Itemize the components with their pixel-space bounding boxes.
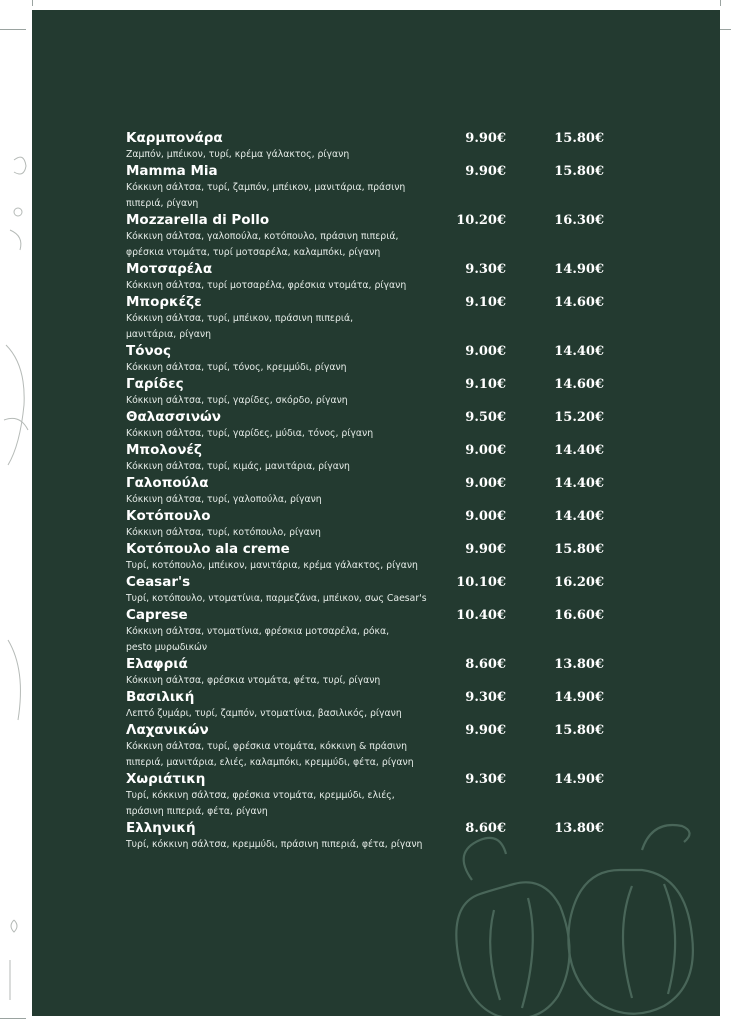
price-small: 10.40€ bbox=[456, 608, 506, 623]
menu-item-name: Γαλοπούλα bbox=[126, 475, 209, 491]
price-large: 14.90€ bbox=[554, 772, 604, 787]
menu-item-description: Κόκκινη σάλτσα, γαλοπούλα, κοτόπουλο, πράσινη πιπεριά, φρέσκια ντομάτα, τυρί μοτσαρέλα, καλαμπόκι, ρίγανη bbox=[126, 231, 399, 258]
price-small: 9.10€ bbox=[465, 377, 506, 392]
price-large: 16.60€ bbox=[554, 608, 604, 623]
menu-item bbox=[126, 294, 646, 343]
menu-item bbox=[126, 820, 646, 853]
price-large: 14.60€ bbox=[554, 295, 604, 310]
menu-item bbox=[126, 722, 646, 771]
price-large: 15.80€ bbox=[554, 131, 604, 146]
menu-item bbox=[126, 409, 646, 442]
price-large: 15.20€ bbox=[554, 410, 604, 425]
menu-item-name: Κοτόπουλο bbox=[126, 508, 211, 524]
menu-item-name: Mozzarella di Pollo bbox=[126, 212, 270, 228]
menu-item-description: Κόκκινη σάλτσα, ντοματίνια, φρέσκια μοτσαρέλα, ρόκα, pesto μυρωδικών bbox=[126, 626, 390, 653]
price-small: 9.90€ bbox=[465, 164, 506, 179]
price-large: 15.80€ bbox=[554, 164, 604, 179]
menu-item-name: Χωριάτικη bbox=[126, 771, 206, 787]
price-large: 15.80€ bbox=[554, 723, 604, 738]
menu-item-description: Κόκκινη σάλτσα, τυρί, γαλοπούλα, ρίγανη bbox=[126, 494, 322, 505]
menu-item-name: Mamma Mia bbox=[126, 163, 218, 179]
price-large: 16.30€ bbox=[554, 213, 604, 228]
menu-item bbox=[126, 541, 646, 574]
menu-item-name: Ceasar's bbox=[126, 574, 191, 590]
menu-item bbox=[126, 656, 646, 689]
price-large: 14.40€ bbox=[554, 509, 604, 524]
menu-item-name: Βασιλική bbox=[126, 689, 195, 705]
price-small: 9.30€ bbox=[465, 690, 506, 705]
price-small: 9.50€ bbox=[465, 410, 506, 425]
menu-item-description: Κόκκινη σάλτσα, τυρί, κοτόπουλο, ρίγανη bbox=[126, 527, 321, 538]
price-small: 10.20€ bbox=[456, 213, 506, 228]
menu-item bbox=[126, 163, 646, 212]
menu-item-description: Κόκκινη σάλτσα, φρέσκια ντομάτα, φέτα, τυρί, ρίγανη bbox=[126, 675, 381, 686]
menu-item bbox=[126, 376, 646, 409]
price-small: 9.00€ bbox=[465, 344, 506, 359]
price-large: 14.40€ bbox=[554, 443, 604, 458]
price-large: 14.40€ bbox=[554, 344, 604, 359]
menu-item-name: Καρμπονάρα bbox=[126, 130, 223, 146]
menu-item-name: Θαλασσινών bbox=[126, 409, 221, 425]
price-large: 13.80€ bbox=[554, 657, 604, 672]
menu-item bbox=[126, 508, 646, 541]
menu-item bbox=[126, 130, 646, 163]
menu-item bbox=[126, 607, 646, 656]
menu-item-description: Κόκκινη σάλτσα, τυρί, γαρίδες, σκόρδο, ρίγανη bbox=[126, 395, 348, 406]
price-small: 9.00€ bbox=[465, 476, 506, 491]
menu-item-name: Ελαφριά bbox=[126, 656, 188, 672]
menu-item-name: Μπορκέζε bbox=[126, 294, 202, 310]
menu-item bbox=[126, 771, 646, 820]
price-large: 16.20€ bbox=[554, 575, 604, 590]
menu-item-description: Ζαμπόν, μπέικον, τυρί, κρέμα γάλακτος, ρίγανη bbox=[126, 149, 350, 160]
menu-item-name: Ελληνική bbox=[126, 820, 196, 836]
price-large: 14.60€ bbox=[554, 377, 604, 392]
menu-item bbox=[126, 442, 646, 475]
menu-item-name: Λαχανικών bbox=[126, 722, 209, 738]
menu-item-description: Κόκκινη σάλτσα, τυρί, τόνος, κρεμμύδι, ρίγανη bbox=[126, 362, 347, 373]
price-small: 9.90€ bbox=[465, 131, 506, 146]
price-small: 9.90€ bbox=[465, 723, 506, 738]
menu-item-description: Κόκκινη σάλτσα, τυρί, μπέικον, πράσινη πιπεριά, μανιτάρια, ρίγανη bbox=[126, 313, 354, 340]
price-large: 14.40€ bbox=[554, 476, 604, 491]
price-small: 9.30€ bbox=[465, 772, 506, 787]
price-large: 15.80€ bbox=[554, 542, 604, 557]
menu-item-name: Γαρίδες bbox=[126, 376, 184, 392]
menu-item-name: Μοτσαρέλα bbox=[126, 261, 213, 277]
price-small: 8.60€ bbox=[465, 657, 506, 672]
menu-item-name: Μπολονέζ bbox=[126, 442, 202, 458]
menu-item-description: Κόκκινη σάλτσα, τυρί, γαρίδες, μύδια, τόνος, ρίγανη bbox=[126, 428, 374, 439]
menu-item bbox=[126, 212, 646, 261]
price-large: 14.90€ bbox=[554, 262, 604, 277]
price-small: 9.30€ bbox=[465, 262, 506, 277]
menu-item-name: Κοτόπουλο ala creme bbox=[126, 541, 290, 557]
price-small: 8.60€ bbox=[465, 821, 506, 836]
menu-item bbox=[126, 574, 646, 607]
menu-item-description: Κόκκινη σάλτσα, τυρί, ζαμπόν, μπέικον, μανιτάρια, πράσινη πιπεριά, ρίγανη bbox=[126, 182, 406, 209]
menu-item-description: Κόκκινη σάλτσα, τυρί, κιμάς, μανιτάρια, ρίγανη bbox=[126, 461, 350, 472]
menu-item bbox=[126, 261, 646, 294]
pizza-menu-list bbox=[126, 130, 646, 853]
menu-item-description: Τυρί, κοτόπουλο, ντοματίνια, παρμεζάνα, μπέικον, σως Caesar's bbox=[126, 593, 427, 604]
menu-item-name: Τόνος bbox=[126, 343, 171, 359]
price-large: 13.80€ bbox=[554, 821, 604, 836]
menu-item-description: Λεπτό ζυμάρι, τυρί, ζαμπόν, ντοματίνια, βασιλικός, ρίγανη bbox=[126, 708, 402, 719]
menu-item bbox=[126, 343, 646, 376]
menu-item-name: Caprese bbox=[126, 607, 188, 623]
menu-item-description: Τυρί, κοτόπουλο, μπέικον, μανιτάρια, κρέμα γάλακτος, ρίγανη bbox=[126, 560, 418, 571]
menu-item-description: Τυρί, κόκκινη σάλτσα, κρεμμύδι, πράσινη πιπεριά, φέτα, ρίγανη bbox=[126, 839, 423, 850]
menu-item-description: Τυρί, κόκκινη σάλτσα, φρέσκια ντομάτα, κρεμμύδι, ελιές, πράσινη πιπεριά, φέτα, ρίγανη bbox=[126, 790, 395, 817]
menu-item bbox=[126, 475, 646, 508]
menu-item-description: Κόκκινη σάλτσα, τυρί μοτσαρέλα, φρέσκια ντομάτα, ρίγανη bbox=[126, 280, 407, 291]
menu-item bbox=[126, 689, 646, 722]
menu-item-description: Κόκκινη σάλτσα, τυρί, φρέσκια ντομάτα, κόκκινη & πράσινη πιπεριά, μανιτάρια, ελιές, καλαμπόκι, κρεμμύδι, φέτα, ρίγανη bbox=[126, 741, 414, 768]
menu-panel bbox=[32, 10, 720, 1016]
price-small: 9.90€ bbox=[465, 542, 506, 557]
price-small: 9.00€ bbox=[465, 509, 506, 524]
price-large: 14.90€ bbox=[554, 690, 604, 705]
price-small: 10.10€ bbox=[456, 575, 506, 590]
price-small: 9.00€ bbox=[465, 443, 506, 458]
price-small: 9.10€ bbox=[465, 295, 506, 310]
